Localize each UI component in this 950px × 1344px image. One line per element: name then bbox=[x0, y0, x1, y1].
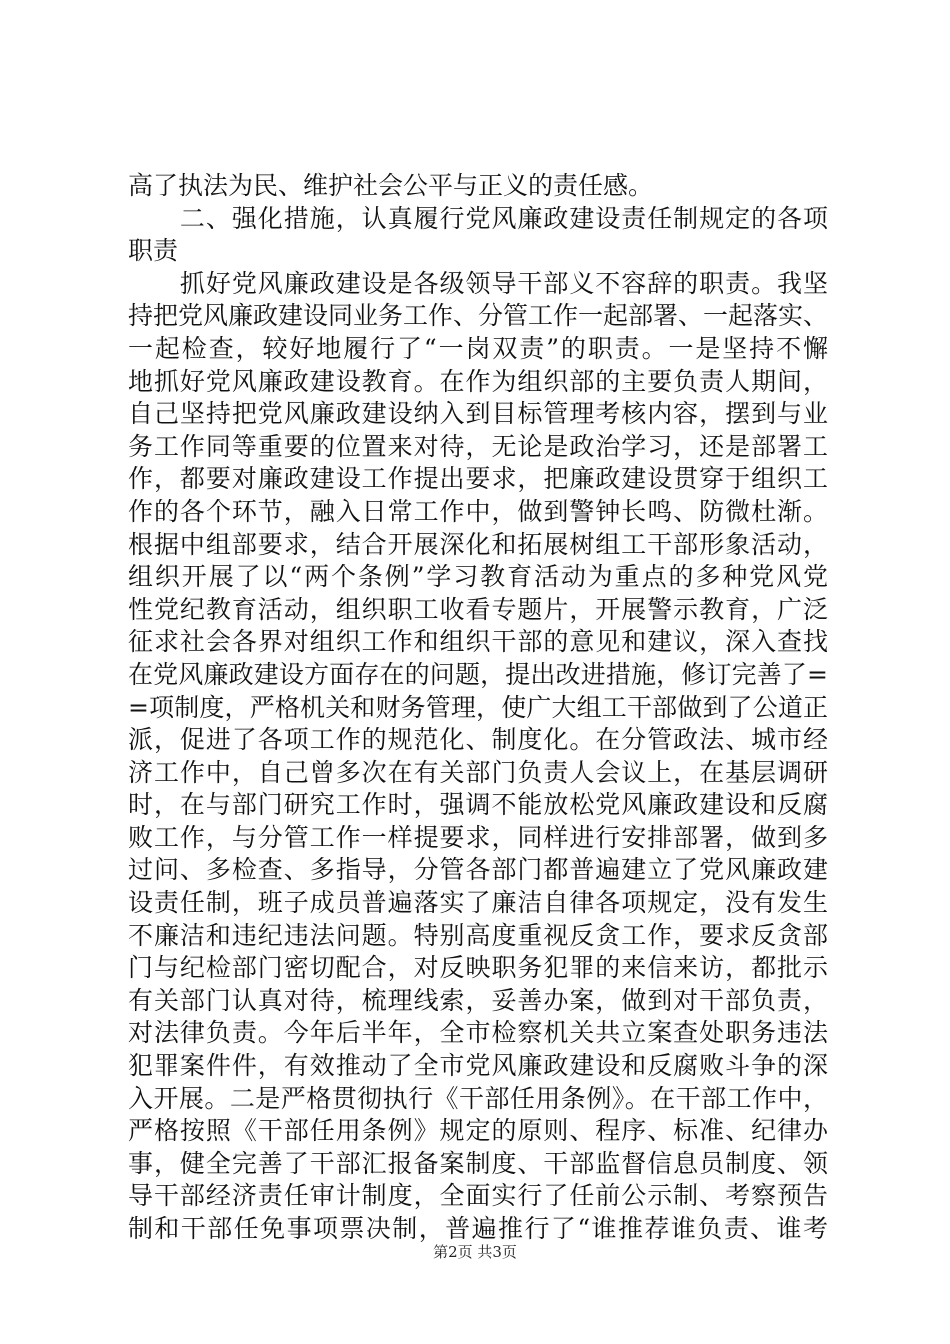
text-line: 派，促进了各项工作的规范化、制度化。在分管政法、城市经 bbox=[128, 725, 828, 755]
text-line: 入开展。二是严格贯彻执行《干部任用条例》。在干部工作中， bbox=[128, 1083, 828, 1113]
text-line: 事，健全完善了干部汇报备案制度、干部监督信息员制度、领 bbox=[128, 1148, 828, 1178]
page-footer: 第2页 共3页 bbox=[433, 1243, 517, 1261]
text-line: 务工作同等重要的位置来对待，无论是政治学习，还是部署工 bbox=[128, 431, 828, 461]
text-line: 职责 bbox=[128, 236, 179, 266]
text-line: 有关部门认真对待，梳理线索，妥善办案，做到对干部负责， bbox=[128, 985, 828, 1015]
text-line: 作的各个环节，融入日常工作中，做到警钟长鸣、防微杜渐。 bbox=[128, 496, 828, 526]
text-line: 二、强化措施，认真履行党风廉政建设责任制规定的各项 bbox=[128, 203, 828, 233]
text-line: 败工作，与分管工作一样提要求，同样进行安排部署，做到多 bbox=[128, 822, 828, 852]
text-line: 对法律负责。今年后半年，全市检察机关共立案查处职务违法 bbox=[128, 1018, 828, 1048]
text-line: 高了执法为民、维护社会公平与正义的责任感。 bbox=[128, 171, 654, 200]
text-line: 制和干部任免事项票决制，普遍推行了“谁推荐谁负责、谁考 bbox=[128, 1214, 828, 1243]
text-line: 时，在与部门研究工作时，强调不能放松党风廉政建设和反腐 bbox=[128, 790, 828, 820]
text-line: 不廉洁和违纪违法问题。特别高度重视反贪工作，要求反贪部 bbox=[128, 920, 828, 950]
body-text bbox=[128, 170, 828, 1246]
text-line: =项制度，严格机关和财务管理，使广大组工干部做到了公道正 bbox=[128, 692, 828, 722]
text-line: 犯罪案件件，有效推动了全市党风廉政建设和反腐败斗争的深 bbox=[128, 1051, 828, 1081]
text-line: 持把党风廉政建设同业务工作、分管工作一起部署、一起落实、 bbox=[128, 301, 829, 331]
text-line: 过问、多检查、多指导，分管各部门都普遍建立了党风廉政建 bbox=[128, 855, 828, 885]
text-line: 根据中组部要求，结合开展深化和拓展树组工干部形象活动， bbox=[128, 529, 828, 559]
text-line: 门与纪检部门密切配合，对反映职务犯罪的来信来访，都批示 bbox=[128, 953, 828, 983]
text-line: 在党风廉政建设方面存在的问题，提出改进措施，修订完善了= bbox=[128, 659, 828, 689]
text-line: 作，都要对廉政建设工作提出要求，把廉政建设贯穿于组织工 bbox=[128, 464, 828, 494]
text-line: 自己坚持把党风廉政建设纳入到目标管理考核内容，摆到与业 bbox=[128, 399, 828, 429]
text-line: 济工作中，自己曾多次在有关部门负责人会议上，在基层调研 bbox=[128, 757, 828, 787]
text-line: 设责任制，班子成员普遍落实了廉洁自律各项规定，没有发生 bbox=[128, 888, 828, 918]
text-line: 抓好党风廉政建设是各级领导干部义不容辞的职责。我坚 bbox=[128, 268, 828, 298]
text-line: 严格按照《干部任用条例》规定的原则、程序、标准、纪律办 bbox=[128, 1116, 828, 1146]
text-line: 地抓好党风廉政建设教育。在作为组织部的主要负责人期间， bbox=[128, 366, 828, 396]
text-line: 一起检查，较好地履行了“一岗双责”的职责。一是坚持不懈 bbox=[128, 333, 828, 363]
text-line: 征求社会各界对组织工作和组织干部的意见和建议，深入查找 bbox=[128, 627, 828, 657]
text-line: 组织开展了以“两个条例”学习教育活动为重点的多种党风党 bbox=[128, 562, 828, 592]
text-line: 导干部经济责任审计制度，全面实行了任前公示制、考察预告 bbox=[128, 1181, 828, 1211]
text-line: 性党纪教育活动，组织职工收看专题片，开展警示教育，广泛 bbox=[128, 594, 828, 624]
